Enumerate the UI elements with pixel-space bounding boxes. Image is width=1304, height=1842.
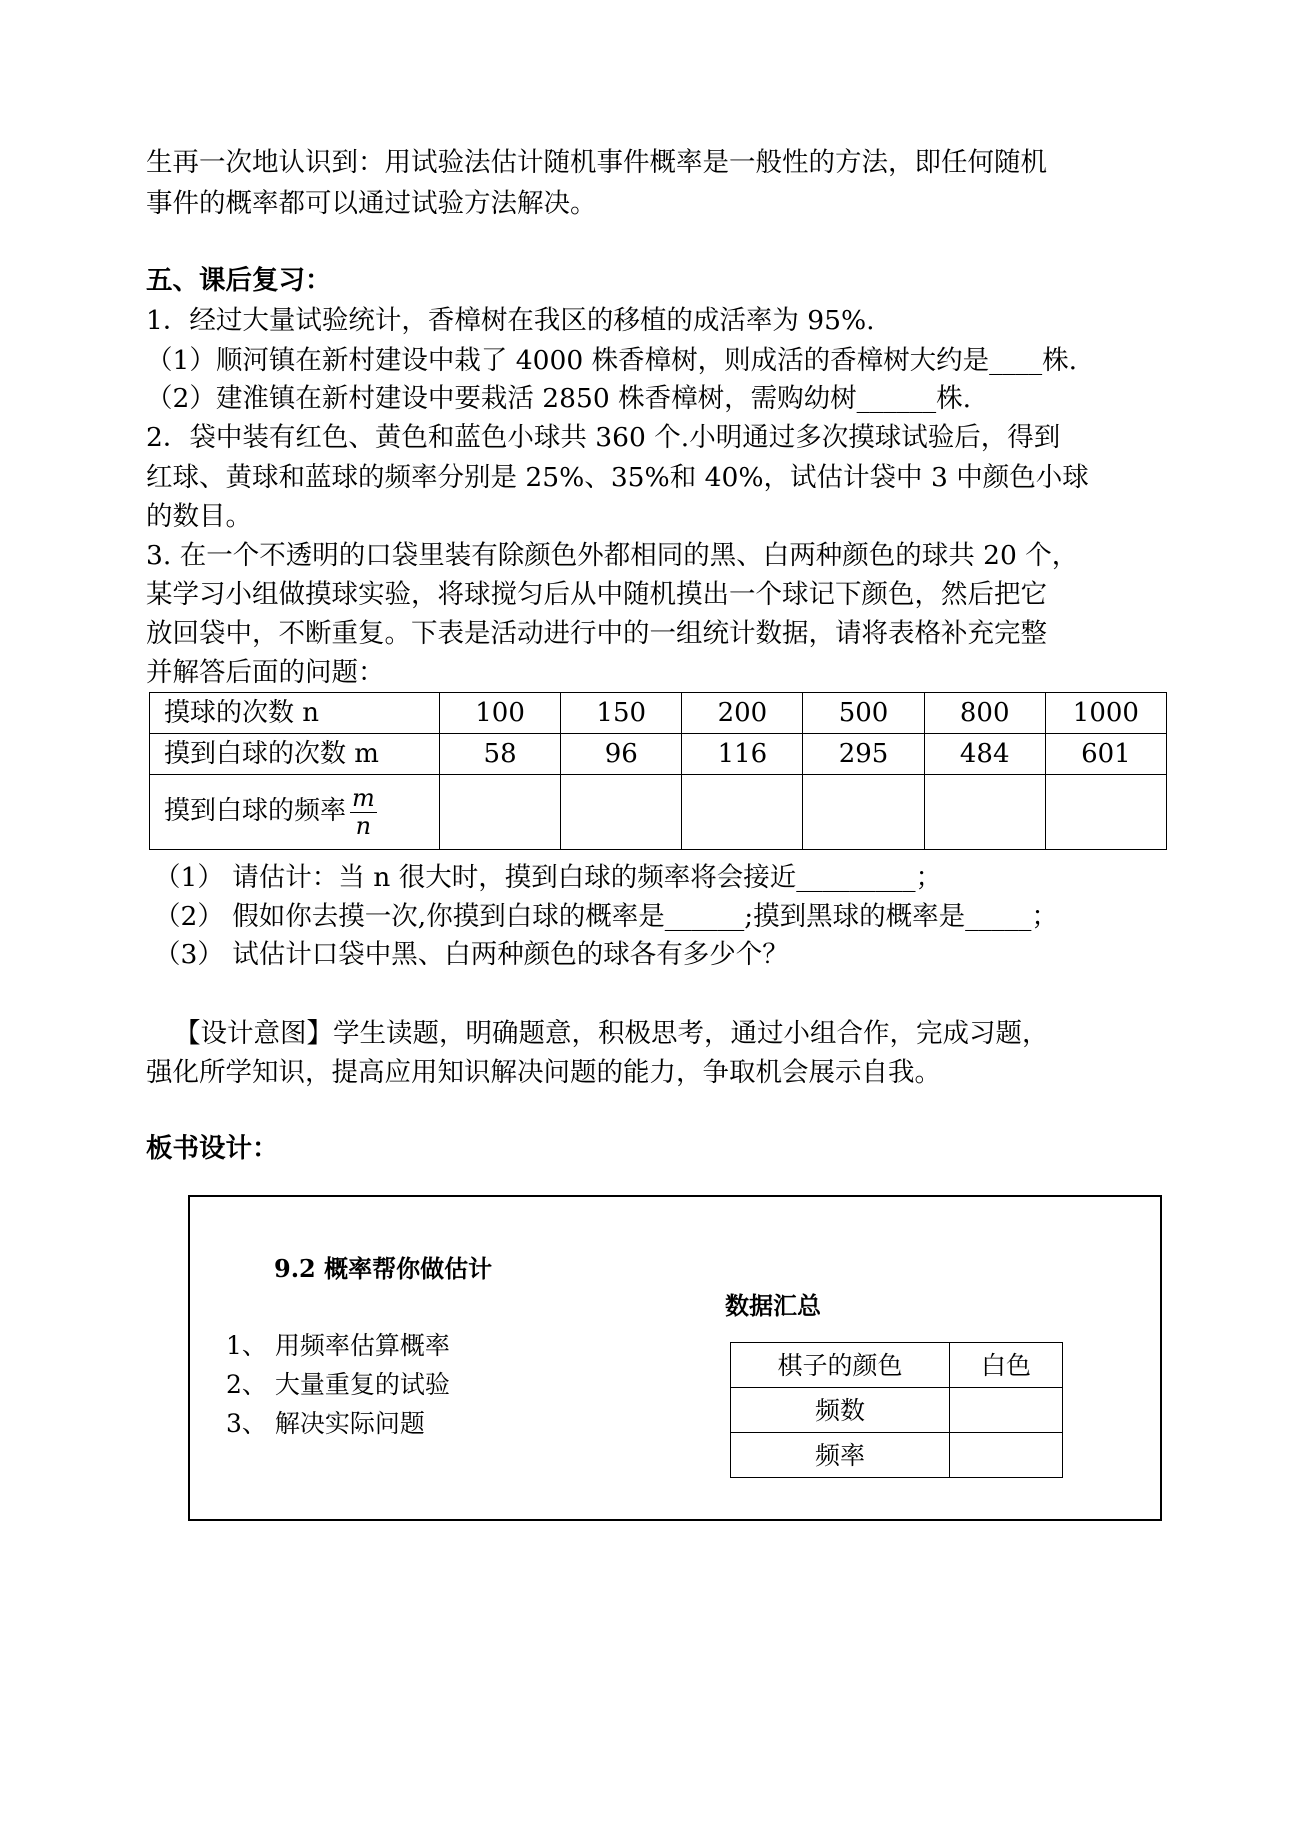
section-heading-review: 五、课后复习： bbox=[146, 265, 332, 296]
trial-data-table bbox=[149, 692, 1167, 850]
board-design-heading: 板书设计： bbox=[146, 1133, 279, 1164]
table-row-head: 摸到白球的次数 m bbox=[150, 734, 440, 775]
sub-question-3: （3） 试估计口袋中黑、白两种颜色的球各有多少个？ bbox=[154, 939, 789, 970]
question-1: 1．经过大量试验统计，香樟树在我区的移植的成活率为 95%. bbox=[146, 305, 875, 336]
table-row-head: 摸球的次数 n bbox=[150, 693, 440, 734]
question-3-line-1: 3. 在一个不透明的口袋里装有除颜色外都相同的黑、白两种颜色的球共 20 个， bbox=[146, 540, 1079, 571]
table-header-cell: 白色 bbox=[950, 1343, 1063, 1388]
table-row bbox=[150, 693, 1167, 734]
data-summary-title: 数据汇总 bbox=[725, 1291, 821, 1320]
question-2-line-2: 红球、黄球和蓝球的频率分别是 25%、35%和 40%，试估计袋中 3 中颜色小球 bbox=[146, 462, 1089, 493]
table-row bbox=[731, 1388, 1063, 1433]
question-1-part-1: （1）顺河镇在新村建设中栽了 4000 株香樟树，则成活的香樟树大约是____株. bbox=[146, 345, 1078, 376]
board-design-box bbox=[188, 1195, 1162, 1521]
table-cell-empty bbox=[803, 775, 924, 850]
intro-line-2: 事件的概率都可以通过试验方法解决。 bbox=[146, 188, 597, 219]
table-cell: 800 bbox=[924, 693, 1045, 734]
table-cell-empty bbox=[440, 775, 561, 850]
table-cell: 100 bbox=[440, 693, 561, 734]
question-2-line-3: 的数目。 bbox=[146, 501, 252, 532]
design-intent-line-2: 强化所学知识，提高应用知识解决问题的能力，争取机会展示自我。 bbox=[146, 1057, 941, 1088]
table-row bbox=[150, 734, 1167, 775]
frequency-label: 摸到白球的频率 bbox=[164, 796, 347, 826]
table-cell: 200 bbox=[682, 693, 803, 734]
design-intent-line-1: 【设计意图】学生读题，明确题意，积极思考，通过小组合作，完成习题， bbox=[174, 1018, 1049, 1049]
table-row-head: 频率 bbox=[731, 1433, 950, 1478]
table-cell-empty bbox=[682, 775, 803, 850]
fraction-m-over-n bbox=[350, 785, 377, 839]
sub-question-2: （2） 假如你去摸一次,你摸到白球的概率是______;摸到黑球的概率是_____； bbox=[154, 901, 1058, 932]
question-3-line-4: 并解答后面的问题： bbox=[146, 657, 385, 688]
board-item: 1、 用频率估算概率 bbox=[226, 1331, 450, 1360]
table-row-head bbox=[150, 775, 440, 850]
table-cell: 58 bbox=[440, 734, 561, 775]
board-title: 9.2 概率帮你做估计 bbox=[274, 1254, 493, 1283]
table-cell: 150 bbox=[561, 693, 682, 734]
question-3-line-2: 某学习小组做摸球实验，将球搅匀后从中随机摸出一个球记下颜色，然后把它 bbox=[146, 579, 1047, 610]
question-1-part-2: （2）建淮镇在新村建设中要栽活 2850 株香樟树，需购幼树______株. bbox=[146, 383, 972, 414]
table-cell: 96 bbox=[561, 734, 682, 775]
table-cell: 601 bbox=[1045, 734, 1166, 775]
table-cell-empty bbox=[924, 775, 1045, 850]
table-row-head: 频数 bbox=[731, 1388, 950, 1433]
table-cell: 500 bbox=[803, 693, 924, 734]
table-header-cell: 棋子的颜色 bbox=[731, 1343, 950, 1388]
fraction-numerator: m bbox=[352, 784, 375, 813]
board-item: 3、 解决实际问题 bbox=[226, 1409, 425, 1438]
table-cell-empty bbox=[950, 1388, 1063, 1433]
table-cell-empty bbox=[950, 1433, 1063, 1478]
board-item: 2、 大量重复的试验 bbox=[226, 1370, 450, 1399]
table-cell: 484 bbox=[924, 734, 1045, 775]
question-3-line-3: 放回袋中，不断重复。下表是活动进行中的一组统计数据，请将表格补充完整 bbox=[146, 618, 1047, 649]
table-cell: 1000 bbox=[1045, 693, 1166, 734]
table-cell-empty bbox=[561, 775, 682, 850]
table-cell-empty bbox=[1045, 775, 1166, 850]
table-cell: 295 bbox=[803, 734, 924, 775]
table-row bbox=[731, 1433, 1063, 1478]
table-row bbox=[150, 775, 1167, 850]
fraction-denominator: n bbox=[355, 811, 372, 840]
table-row bbox=[731, 1343, 1063, 1388]
question-2-line-1: 2．袋中装有红色、黄色和蓝色小球共 360 个.小明通过多次摸球试验后，得到 bbox=[146, 422, 1061, 453]
sub-question-1: （1） 请估计：当 n 很大时，摸到白球的频率将会接近_________； bbox=[154, 862, 942, 893]
table-cell: 116 bbox=[682, 734, 803, 775]
intro-line-1: 生再一次地认识到：用试验法估计随机事件概率是一般性的方法，即任何随机 bbox=[146, 147, 1047, 178]
data-summary-table bbox=[730, 1342, 1063, 1478]
